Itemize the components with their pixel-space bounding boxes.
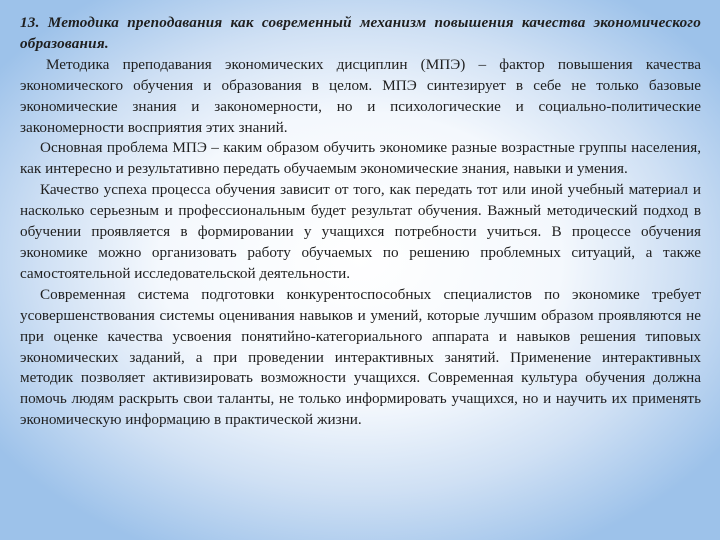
paragraph-modern-system: Современная система подготовки конкурентоспособных специалистов по экономике требует усовершенствования системы оценивания навыков и умений, которые лучшим образом проявляются не при оценке качества усвоения понятийно-категориального аппарата и навыков решения типовых экономических заданий, а при проведении интерактивных занятий. Применение интерактивных методик позволяет активизировать возможности учащихся. Современная культура обучения должна помочь людям раскрыть свои таланты, не только информировать учащихся, но и научить их применять экономическую информацию в практической жизни. <box>20 285 701 429</box>
slide-title: 13. Методика преподавания как современный механизм повышения качества экономического образования. <box>20 14 701 52</box>
slide-content <box>20 13 701 431</box>
paragraph-intro: Методика преподавания экономических дисциплин (МПЭ) – фактор повышения качества экономического обучения и образования в целом. МПЭ синтезирует в себе не только базовые экономические знания и закономерности, но и психологические и социально-политические закономерности восприятия этих знаний. <box>20 55 701 136</box>
paragraph-learning-quality: Качество успеха процесса обучения зависит от того, как передать тот или иной учебный материал и насколько серьезным и профессиональным будет результат обучения. Важный методический подход в обучении проявляется в формировании у учащихся потребности учиться. В процессе обучения экономике можно организовать работу обучаемых по решению проблемных ситуаций, а также самостоятельной исследовательской деятельности. <box>20 181 701 282</box>
paragraph-main-problem: Основная проблема МПЭ – каким образом обучить экономике разные возрастные группы населения, как интересно и результативно передать обучаемым экономические знания, навыки и умения. <box>20 139 701 178</box>
